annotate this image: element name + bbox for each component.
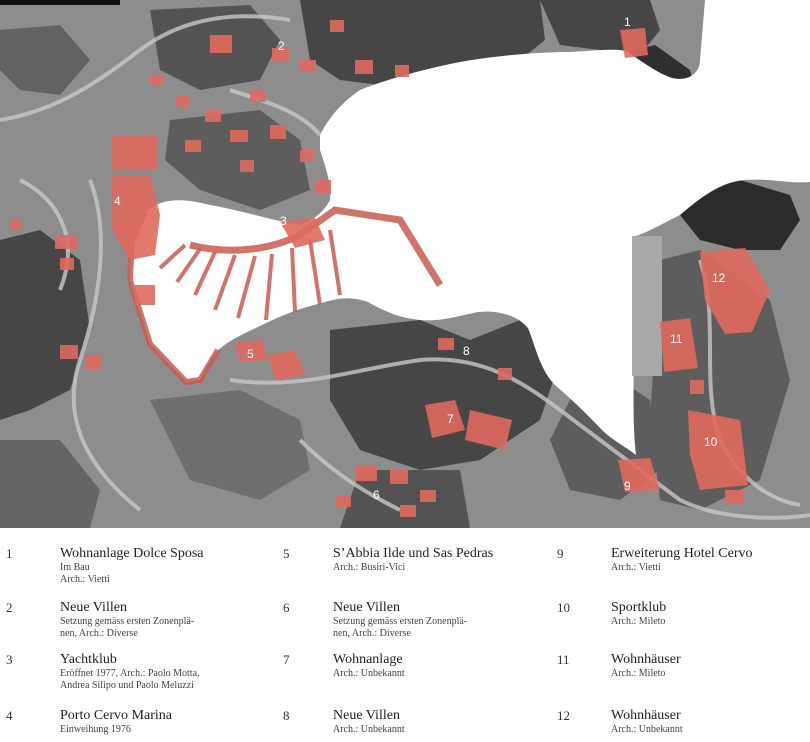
legend-number: 5 xyxy=(283,546,290,561)
legend-title: Wohnhäuser xyxy=(611,652,681,667)
legend-number: 4 xyxy=(6,708,13,723)
map-label-4: 4 xyxy=(114,194,121,208)
legend-number: 7 xyxy=(283,652,290,667)
legend-number: 3 xyxy=(6,652,13,667)
legend-title: Wohnhäuser xyxy=(611,708,681,723)
legend-detail: Arch.: Busiri-Vici xyxy=(333,562,406,573)
legend-number: 8 xyxy=(283,708,290,723)
map-label-12: 12 xyxy=(712,271,726,285)
legend-number: 10 xyxy=(557,600,570,615)
legend-detail: Arch.: Unbekannt xyxy=(611,724,683,735)
legend-title: Neue Villen xyxy=(60,600,127,615)
map-label-6: 6 xyxy=(373,488,380,502)
map-label-1: 1 xyxy=(624,15,631,29)
legend-title: Neue Villen xyxy=(333,708,400,723)
legend xyxy=(0,528,810,742)
legend-detail: Setzung gemäss ersten Zonenplä- xyxy=(60,616,195,627)
legend-detail: Arch.: Unbekannt xyxy=(333,724,405,735)
map-label-9: 9 xyxy=(624,479,631,493)
map-label-8: 8 xyxy=(463,344,470,358)
legend-number: 1 xyxy=(6,546,13,561)
legend-detail: Arch.: Vietti xyxy=(611,562,661,573)
legend-number: 6 xyxy=(283,600,290,615)
legend-detail: Setzung gemäss ersten Zonenplä- xyxy=(333,616,468,627)
map-label-10: 10 xyxy=(704,435,718,449)
legend-title: Porto Cervo Marina xyxy=(60,708,172,723)
east-dock xyxy=(632,236,662,376)
legend-number: 2 xyxy=(6,600,13,615)
legend-title: S’Abbia Ilde und Sas Pedras xyxy=(333,546,494,561)
legend-detail: Einweihung 1976 xyxy=(60,724,131,735)
legend-detail: Andrea Silipo und Paolo Meluzzi xyxy=(60,680,194,691)
legend-detail: Arch.: Unbekannt xyxy=(333,668,405,679)
legend-detail: Arch.: Vietti xyxy=(60,574,110,585)
map-label-2: 2 xyxy=(278,39,285,53)
legend-detail: nen, Arch.: Diverse xyxy=(333,628,411,639)
map-corner-strip xyxy=(0,0,120,5)
legend-detail: nen, Arch.: Diverse xyxy=(60,628,138,639)
legend-number: 9 xyxy=(557,546,564,561)
legend-title: Erweiterung Hotel Cervo xyxy=(611,546,753,561)
legend-number: 12 xyxy=(557,708,570,723)
map-label-5: 5 xyxy=(247,347,254,361)
map-label-3: 3 xyxy=(280,214,287,228)
legend-title: Wohnanlage xyxy=(333,652,403,667)
legend-detail: Im Bau xyxy=(60,562,90,573)
legend-title: Yachtklub xyxy=(60,652,117,667)
legend-title: Wohnanlage Dolce Sposa xyxy=(60,546,204,561)
map-label-7: 7 xyxy=(447,412,454,426)
legend-detail: Eröffnet 1977, Arch.: Paolo Motta, xyxy=(60,668,200,679)
map-label-11: 11 xyxy=(670,332,683,346)
legend-title: Sportklub xyxy=(611,600,667,615)
legend-detail: Arch.: Mileto xyxy=(611,616,666,627)
legend-detail: Arch.: Mileto xyxy=(611,668,666,679)
legend-title: Neue Villen xyxy=(333,600,400,615)
legend-number: 11 xyxy=(557,652,570,667)
